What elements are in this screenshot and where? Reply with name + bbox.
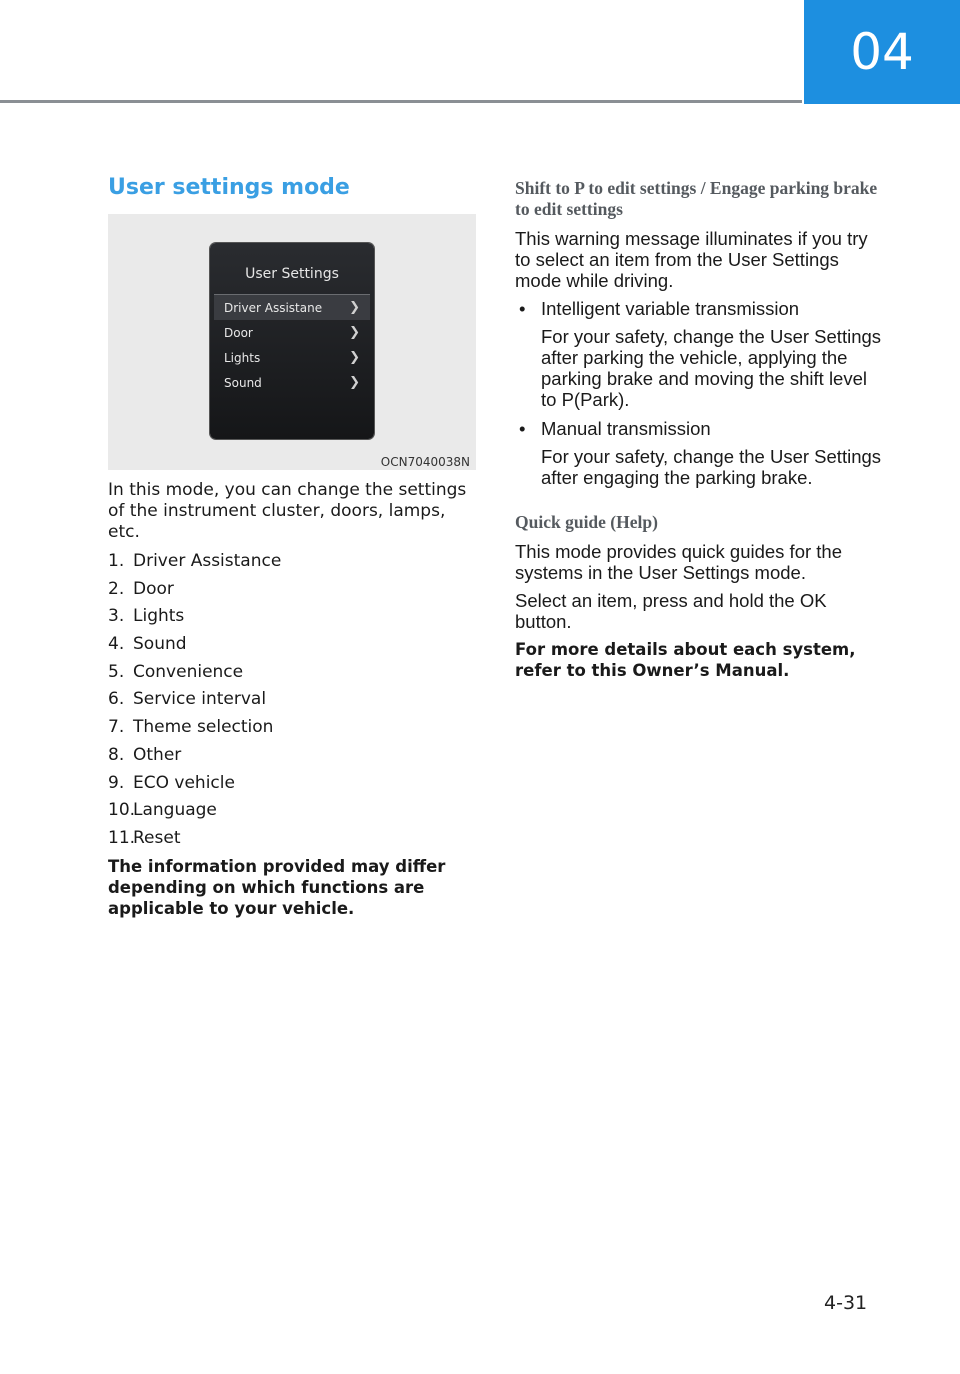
screen-title: User Settings — [245, 266, 339, 282]
quick-guide-instruction: Select an item, press and hold the OK button. — [515, 590, 827, 632]
menu-item-label: Driver Assistane — [224, 300, 323, 315]
warning-heading: Shift to P to edit settings / Engage parking brake to edit settings — [515, 178, 878, 219]
user-settings-figure — [108, 214, 476, 470]
menu-item-sound — [214, 370, 370, 395]
intro-paragraph: In this mode, you can change the settings of the instrument cluster, doors, lamps, etc. — [108, 480, 467, 542]
list-item: 5. Convenience — [108, 661, 244, 682]
chevron-right-icon: ❯ — [349, 300, 360, 315]
list-item: 2. Door — [108, 578, 174, 599]
list-item: 4. Sound — [108, 634, 187, 655]
list-item: 11. Reset — [108, 827, 181, 848]
header-rule — [0, 100, 802, 103]
bullet-manual: • Manual transmission — [515, 418, 885, 439]
list-item: 9. ECO vehicle — [108, 772, 235, 793]
list-item: 1. Driver Assistance — [108, 551, 282, 571]
list-item: 7. Theme selection — [108, 717, 274, 738]
settings-list — [108, 551, 478, 849]
warning-paragraph: This warning message illuminates if you try to select an item from the User Settings mode while driving. — [515, 228, 868, 291]
list-item: 10. Language — [108, 800, 217, 821]
quick-guide-heading: Quick guide (Help) — [515, 512, 658, 532]
menu-item-label: Door — [224, 325, 253, 340]
menu-item-lights — [214, 345, 370, 370]
menu-item-label: Lights — [224, 350, 261, 365]
applicability-note: The information provided may differ depending on which functions are applicable to your vehicle. — [108, 856, 446, 918]
bullet-manual-text: For your safety, change the User Settings after engaging the parking brake. — [541, 446, 882, 488]
quick-guide-paragraph: This mode provides quick guides for the systems in the User Settings mode. — [515, 541, 843, 583]
chapter-number: 04 — [850, 23, 914, 81]
chevron-right-icon: ❯ — [349, 375, 360, 390]
bullet-icon: • — [519, 418, 526, 439]
figure-code: OCN7040038N — [380, 455, 470, 469]
menu-item-driver-assistance — [214, 294, 370, 320]
bullet-ivt: • Intelligent variable transmission — [515, 298, 885, 319]
manual-reference-note: For more details about each system, refer to this Owner’s Manual. — [515, 640, 856, 680]
list-item: 6. Service interval — [108, 689, 267, 710]
section-title: User settings mode — [108, 175, 350, 200]
list-item: 8. Other — [108, 744, 182, 765]
menu-item-door — [214, 320, 370, 345]
menu-item-label: Sound — [224, 375, 262, 390]
cluster-screen — [210, 243, 374, 439]
page-number: 4-31 — [824, 1292, 868, 1314]
left-column — [108, 175, 478, 919]
chapter-tab — [804, 0, 960, 104]
list-item: 3. Lights — [108, 606, 185, 627]
right-column — [515, 178, 885, 681]
bullet-icon: • — [519, 298, 526, 319]
bullet-ivt-text: For your safety, change the User Settings after parking the vehicle, applying the parking brake and moving the shift level to P(Park). — [541, 326, 882, 410]
chevron-right-icon: ❯ — [349, 325, 360, 340]
chevron-right-icon: ❯ — [349, 350, 360, 365]
